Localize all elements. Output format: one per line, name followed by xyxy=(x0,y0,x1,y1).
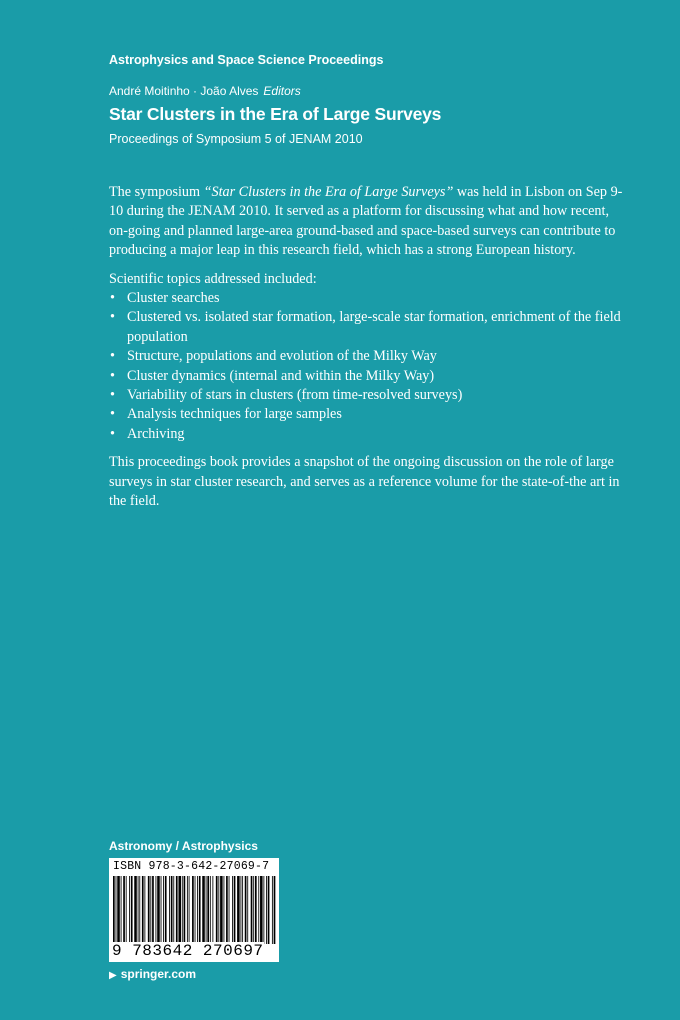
topic-item: • Archiving xyxy=(109,425,623,444)
subject-category: Astronomy / Astrophysics xyxy=(109,839,258,853)
topic-item: • Cluster searches xyxy=(109,289,623,308)
barcode-bar xyxy=(216,876,218,944)
closing-paragraph: This proceedings book provides a snapshot of the ongoing discussion on the role of large surveys in star cluster research, and serves as a reference volume for the state-of-the art in the field. xyxy=(109,454,620,510)
barcode-bar xyxy=(237,876,240,944)
barcode-bar xyxy=(197,876,198,944)
barcode-bar xyxy=(229,876,230,944)
barcode-bar xyxy=(255,876,257,944)
barcode-bar xyxy=(251,876,253,944)
barcode-bar xyxy=(202,876,205,944)
barcode-bar xyxy=(144,876,145,944)
barcode-bar xyxy=(165,876,167,944)
barcode-bar xyxy=(253,876,254,944)
isbn-label: ISBN 978-3-642-27069-7 xyxy=(113,860,270,873)
barcode-bar xyxy=(176,876,178,944)
barcode-bar xyxy=(206,876,207,944)
barcode-bar xyxy=(189,876,190,944)
barcode-bar xyxy=(210,876,211,944)
barcode-bar xyxy=(247,876,248,944)
editors-role: Editors xyxy=(263,84,301,98)
barcode-bar xyxy=(220,876,223,944)
barcode-bar xyxy=(199,876,201,944)
barcode-bar xyxy=(178,876,181,944)
barcode-bar xyxy=(232,876,233,944)
publisher-link[interactable] xyxy=(109,967,196,981)
barcode-bar xyxy=(126,876,127,944)
barcode-bar xyxy=(268,876,270,944)
barcode-bar xyxy=(121,876,122,944)
barcode-number: 9 783642 270697 xyxy=(112,942,264,960)
barcode-bar xyxy=(142,876,144,944)
barcode-bar xyxy=(148,876,150,944)
barcode-bar xyxy=(173,876,174,944)
topics-list xyxy=(109,289,623,444)
barcode-bar xyxy=(152,876,154,944)
barcode-bar xyxy=(260,876,263,944)
barcode-bar xyxy=(134,876,137,944)
barcode-bar xyxy=(226,876,228,944)
barcode-bar xyxy=(182,876,183,944)
barcode-bar xyxy=(163,876,164,944)
barcode-bar xyxy=(157,876,160,944)
blurb xyxy=(109,183,623,521)
intro-symposium-title: “Star Clusters in the Era of Large Surveys” xyxy=(203,184,454,200)
barcode-bar xyxy=(224,876,225,944)
barcode-bar xyxy=(161,876,162,944)
book-title: Star Clusters in the Era of Large Surveys xyxy=(109,104,442,124)
topic-item: • Cluster dynamics (internal and within the Milky Way) xyxy=(109,367,623,386)
intro-text-end: was held in Lisbon on Sep 9-10 during the JENAM 2010. It served as a platform for discussing what and how recent, on-going and planned large-area ground-based and space-based surveys can contribute to producing a major leap in this research field, which has a strong European history. xyxy=(109,184,623,259)
topic-item: • Analysis techniques for large samples xyxy=(109,405,623,424)
topic-item: • Variability of stars in clusters (from time-resolved surveys) xyxy=(109,386,623,405)
barcode-bar xyxy=(234,876,236,944)
series-name: Astrophysics and Space Science Proceedings xyxy=(109,53,384,67)
barcode-bar xyxy=(192,876,194,944)
barcode-bar xyxy=(156,876,157,944)
barcode-bar xyxy=(266,876,267,944)
barcode-bar xyxy=(171,876,173,944)
barcode-bar xyxy=(131,876,133,944)
intro-text-start: The symposium xyxy=(109,184,204,200)
barcode-bar xyxy=(117,876,120,944)
topics-heading: Scientific topics addressed included: xyxy=(109,270,317,287)
editor-names: André Moitinho · João Alves xyxy=(109,84,259,98)
barcode-bar xyxy=(169,876,170,944)
barcode-bar xyxy=(207,876,209,944)
barcode-bar xyxy=(274,876,276,944)
barcode-bar xyxy=(184,876,186,944)
barcode-bar xyxy=(195,876,196,944)
book-subtitle: Proceedings of Symposium 5 of JENAM 2010 xyxy=(109,132,363,146)
topic-item: • Structure, populations and evolution of the Milky Way xyxy=(109,347,623,366)
barcode-bar xyxy=(123,876,125,944)
barcode-bar xyxy=(245,876,247,944)
editors-line xyxy=(109,84,301,98)
barcode-bar xyxy=(218,876,219,944)
barcode-bar xyxy=(113,876,115,944)
barcode-bar xyxy=(212,876,213,944)
arrow-right-icon: ▶ xyxy=(109,970,117,981)
barcode-bar xyxy=(242,876,243,944)
barcode-bar xyxy=(129,876,130,944)
barcode-bar xyxy=(272,876,273,944)
publisher-link-text: springer.com xyxy=(120,967,197,981)
barcode-bar xyxy=(263,876,264,944)
barcode-bar xyxy=(138,876,139,944)
barcode-bar xyxy=(150,876,151,944)
topic-item: • Clustered vs. isolated star formation, large-scale star formation, enrichment of the field population xyxy=(109,308,623,347)
barcode-bar xyxy=(116,876,117,944)
barcode-bar xyxy=(258,876,259,944)
intro-paragraph xyxy=(109,183,623,261)
barcode-bar xyxy=(241,876,242,944)
isbn-barcode xyxy=(109,858,279,962)
barcode-bar xyxy=(187,876,188,944)
barcode-bar xyxy=(139,876,140,944)
